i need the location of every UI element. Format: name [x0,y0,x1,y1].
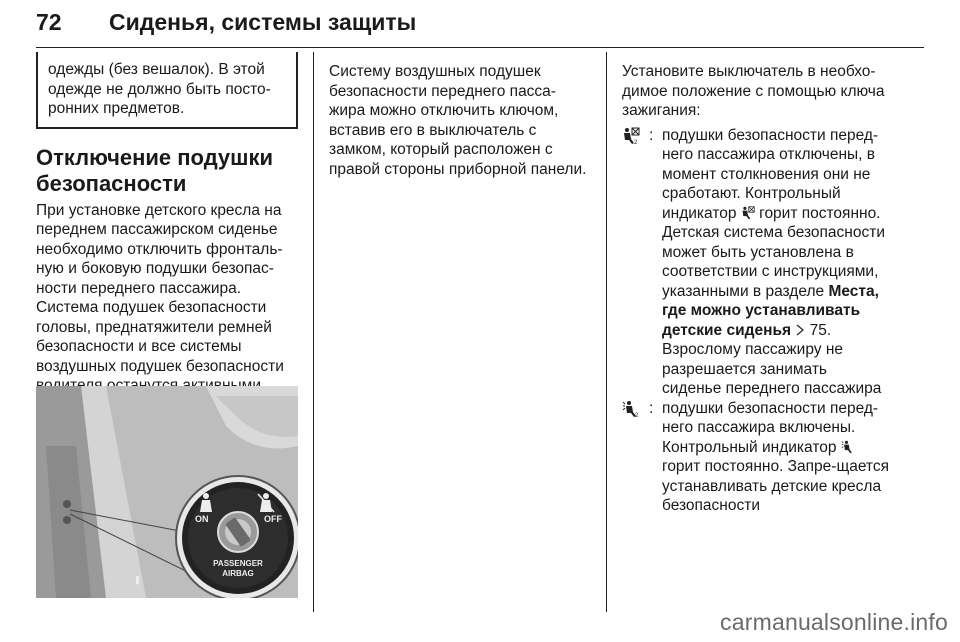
page-header [36,0,924,48]
header-divider [36,47,924,48]
column-3 [622,62,890,516]
definition-text-part: горит постоянно. Детская система безопасности может быть установлена в соответствии с инструкциями, указанными в разделе [662,204,885,300]
airbag-on-icon [841,440,855,454]
airbag-off-icon [741,206,755,220]
definition-colon: : [649,126,654,144]
section-paragraph: При установке детского кресла на переднем пассажирском сиденье необходимо отключить фронталь-ную и боковую подушки безопас-ности переднего пассажира. Система подушек безопасности головы, преднатяжители ремней безопасности и все системы воздушных подушек безопасности [36,201,284,375]
column-divider-2 [606,52,607,612]
switch-label-on: ON [195,514,209,524]
column3-intro: Установите выключатель в необхо-димое положение с помощью ключа зажигания: [622,63,885,119]
column-2 [329,62,591,179]
definition-text-part: подушки безопасности перед-него пассажира отключены, в момент столкновения они не сработают. Контрольный индикатор [662,126,879,222]
svg-text:2: 2 [634,139,638,145]
switch-label-airbag: AIRBAG [222,569,254,578]
page-reference-arrow-icon [795,324,805,336]
definition-text-part: . Взрослому пассажиру не разрешается занимать сиденье переднего пассажира [662,321,882,397]
airbag-off-icon [622,127,640,145]
switch-label-off: OFF [264,514,282,524]
definition-airbag-off [622,126,890,399]
airbag-switch-illustration [36,386,298,598]
definition-text-part: горит постоянно. Запре-щается устанавливать детские кресла безопасности [662,458,889,514]
definition-text-part: подушки безопасности перед-него пассажира включены. Контрольный индикатор [662,399,879,456]
watermark: carmanualsonline.info [720,609,948,635]
column2-paragraph: Систему воздушных подушек безопасности переднего пасса-жира можно отключить ключом, вставив его в выключатель с замком, который расположен с правой стороны приборной панели. [329,63,587,178]
cross-reference-link[interactable]: Места, где можно устанавливать детские сиденья [662,282,879,339]
column-1 [36,52,298,396]
boxed-note [36,52,298,129]
section-title: Отключение подушки безопасности [36,144,274,196]
airbag-switch-drawing [36,386,298,598]
note-text: одежды (без вешалок). В этой одежде не должно быть посто-ронних предметов. [48,61,271,117]
definition-airbag-on [622,399,890,516]
switch-label-passenger: PASSENGER [213,559,263,568]
page-number: 72 [36,9,62,35]
page-reference[interactable]: 75 [809,321,827,339]
definition-text [662,126,890,399]
chapter-title: Сиденья, системы защиты [109,9,417,35]
definition-colon: : [649,399,654,417]
definition-text [662,399,890,516]
svg-text:2: 2 [635,412,639,418]
column-divider-1 [313,52,314,612]
airbag-on-icon [622,400,640,418]
